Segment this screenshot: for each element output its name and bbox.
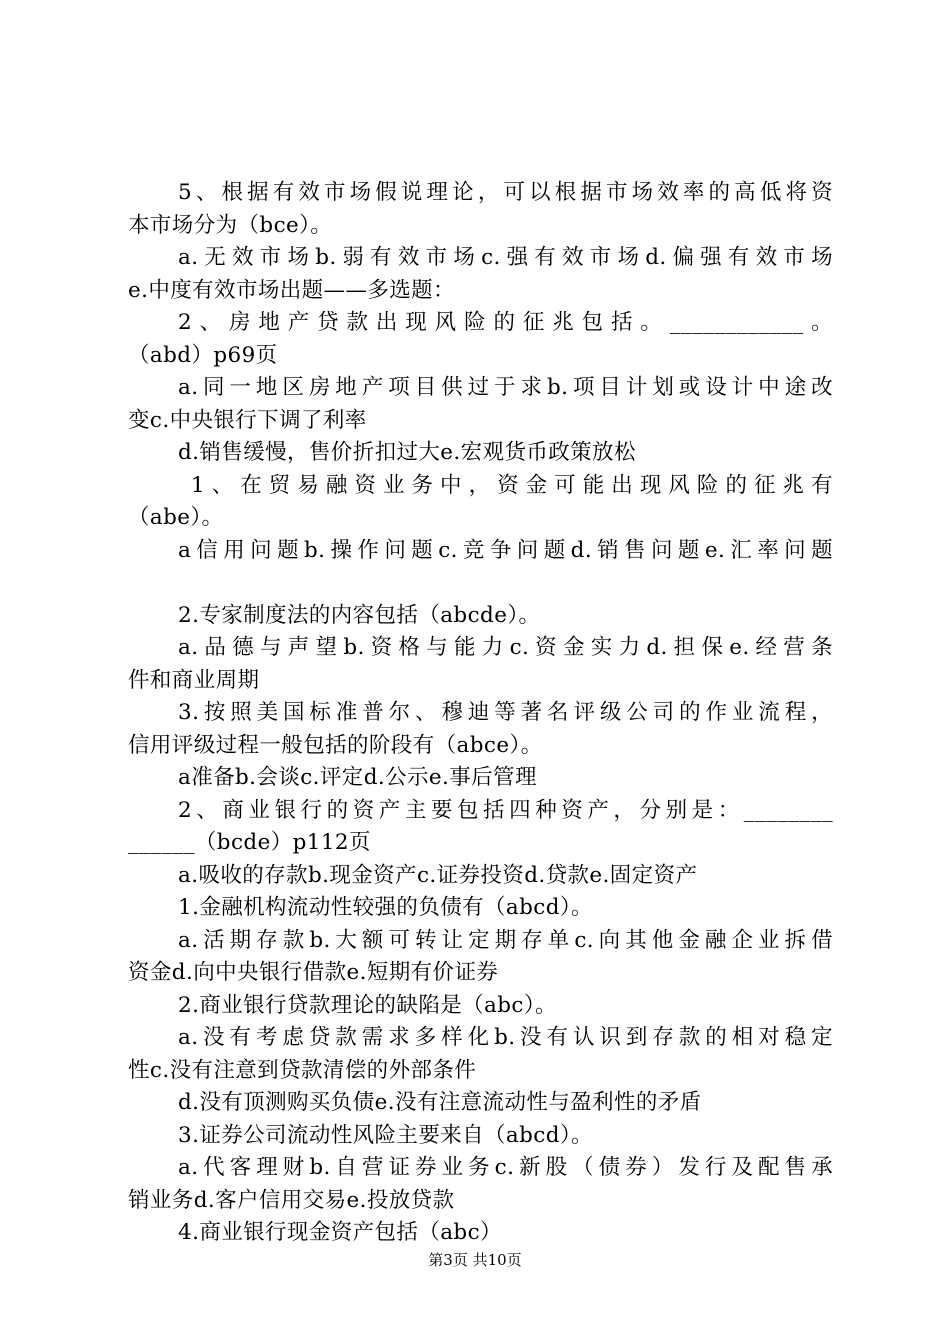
option-line: 资金d.向中央银行借款e.短期有价证券 <box>128 960 499 985</box>
option-line: 件和商业周期 <box>128 667 260 693</box>
page-footer: 第3页 共10页 <box>428 1251 522 1269</box>
question-line: 2.专家制度法的内容包括（abcde）。 <box>178 602 541 628</box>
question-line: ______（bcde）p112页 <box>128 830 371 855</box>
option-line: a.代客理财b.自营证券业务c.新股（债券）发行及配售承 <box>178 1155 833 1180</box>
question-line: 2、房地产贷款出现风险的征兆包括。____________。 <box>178 310 833 335</box>
blank-line <box>128 567 833 600</box>
question-line: 3.按照美国标准普尔、穆迪等著名评级公司的作业流程， <box>178 700 833 725</box>
question-line: 1.金融机构流动性较强的负债有（abcd）。 <box>178 895 593 920</box>
option-line: d.没有顶测购买负债e.没有注意流动性与盈利性的矛盾 <box>178 1090 702 1115</box>
document-body <box>128 177 833 1250</box>
option-line: e.中度有效市场出题——多选题： <box>128 277 455 303</box>
question-line: （abe）。 <box>128 505 224 530</box>
question-line: 3.证券公司流动性风险主要来自（abcd）。 <box>178 1122 593 1148</box>
option-line: d.销售缓慢，售价折扣过大e.宏观货币政策放松 <box>178 440 636 465</box>
option-line: a.同一地区房地产项目供过于求b.项目计划或设计中途改 <box>178 375 833 400</box>
option-line: 性c.没有注意到贷款清偿的外部条件 <box>128 1057 477 1083</box>
question-line: 2、商业银行的资产主要包括四种资产，分别是：________ <box>178 797 833 823</box>
question-line: 5、根据有效市场假说理论，可以根据市场效率的高低将资 <box>178 180 833 205</box>
option-line: 变c.中央银行下调了利率 <box>128 407 367 433</box>
question-line: 本市场分为（bce）。 <box>128 212 333 238</box>
option-line: a准备b.会谈c.评定d.公示e.事后管理 <box>178 765 537 790</box>
question-line: 4.商业银行现金资产包括（abc） <box>178 1220 502 1245</box>
option-line: a.活期存款b.大额可转让定期存单c.向其他金融企业拆借 <box>178 927 833 953</box>
option-line: 销业务d.客户信用交易e.投放贷款 <box>128 1187 455 1213</box>
question-line: 信用评级过程一般包括的阶段有（abce）。 <box>128 732 543 758</box>
option-line: a信用问题b.操作问题c.竞争问题d.销售问题e.汇率问题 <box>178 537 833 563</box>
option-line: a.吸收的存款b.现金资产c.证券投资d.贷款e.固定资产 <box>178 862 698 888</box>
question-line: 2.商业银行贷款理论的缺陷是（abc）。 <box>178 992 557 1018</box>
option-line: a.品德与声望b.资格与能力c.资金实力d.担保e.经营条 <box>178 635 833 660</box>
question-line: （abd）p69页 <box>128 342 278 368</box>
option-line: a.无效市场b.弱有效市场c.强有效市场d.偏强有效市场 <box>178 245 833 270</box>
question-line: 1、在贸易融资业务中，资金可能出现风险的征兆有 <box>191 472 833 498</box>
option-line: a.没有考虑贷款需求多样化b.没有认识到存款的相对稳定 <box>178 1025 833 1050</box>
